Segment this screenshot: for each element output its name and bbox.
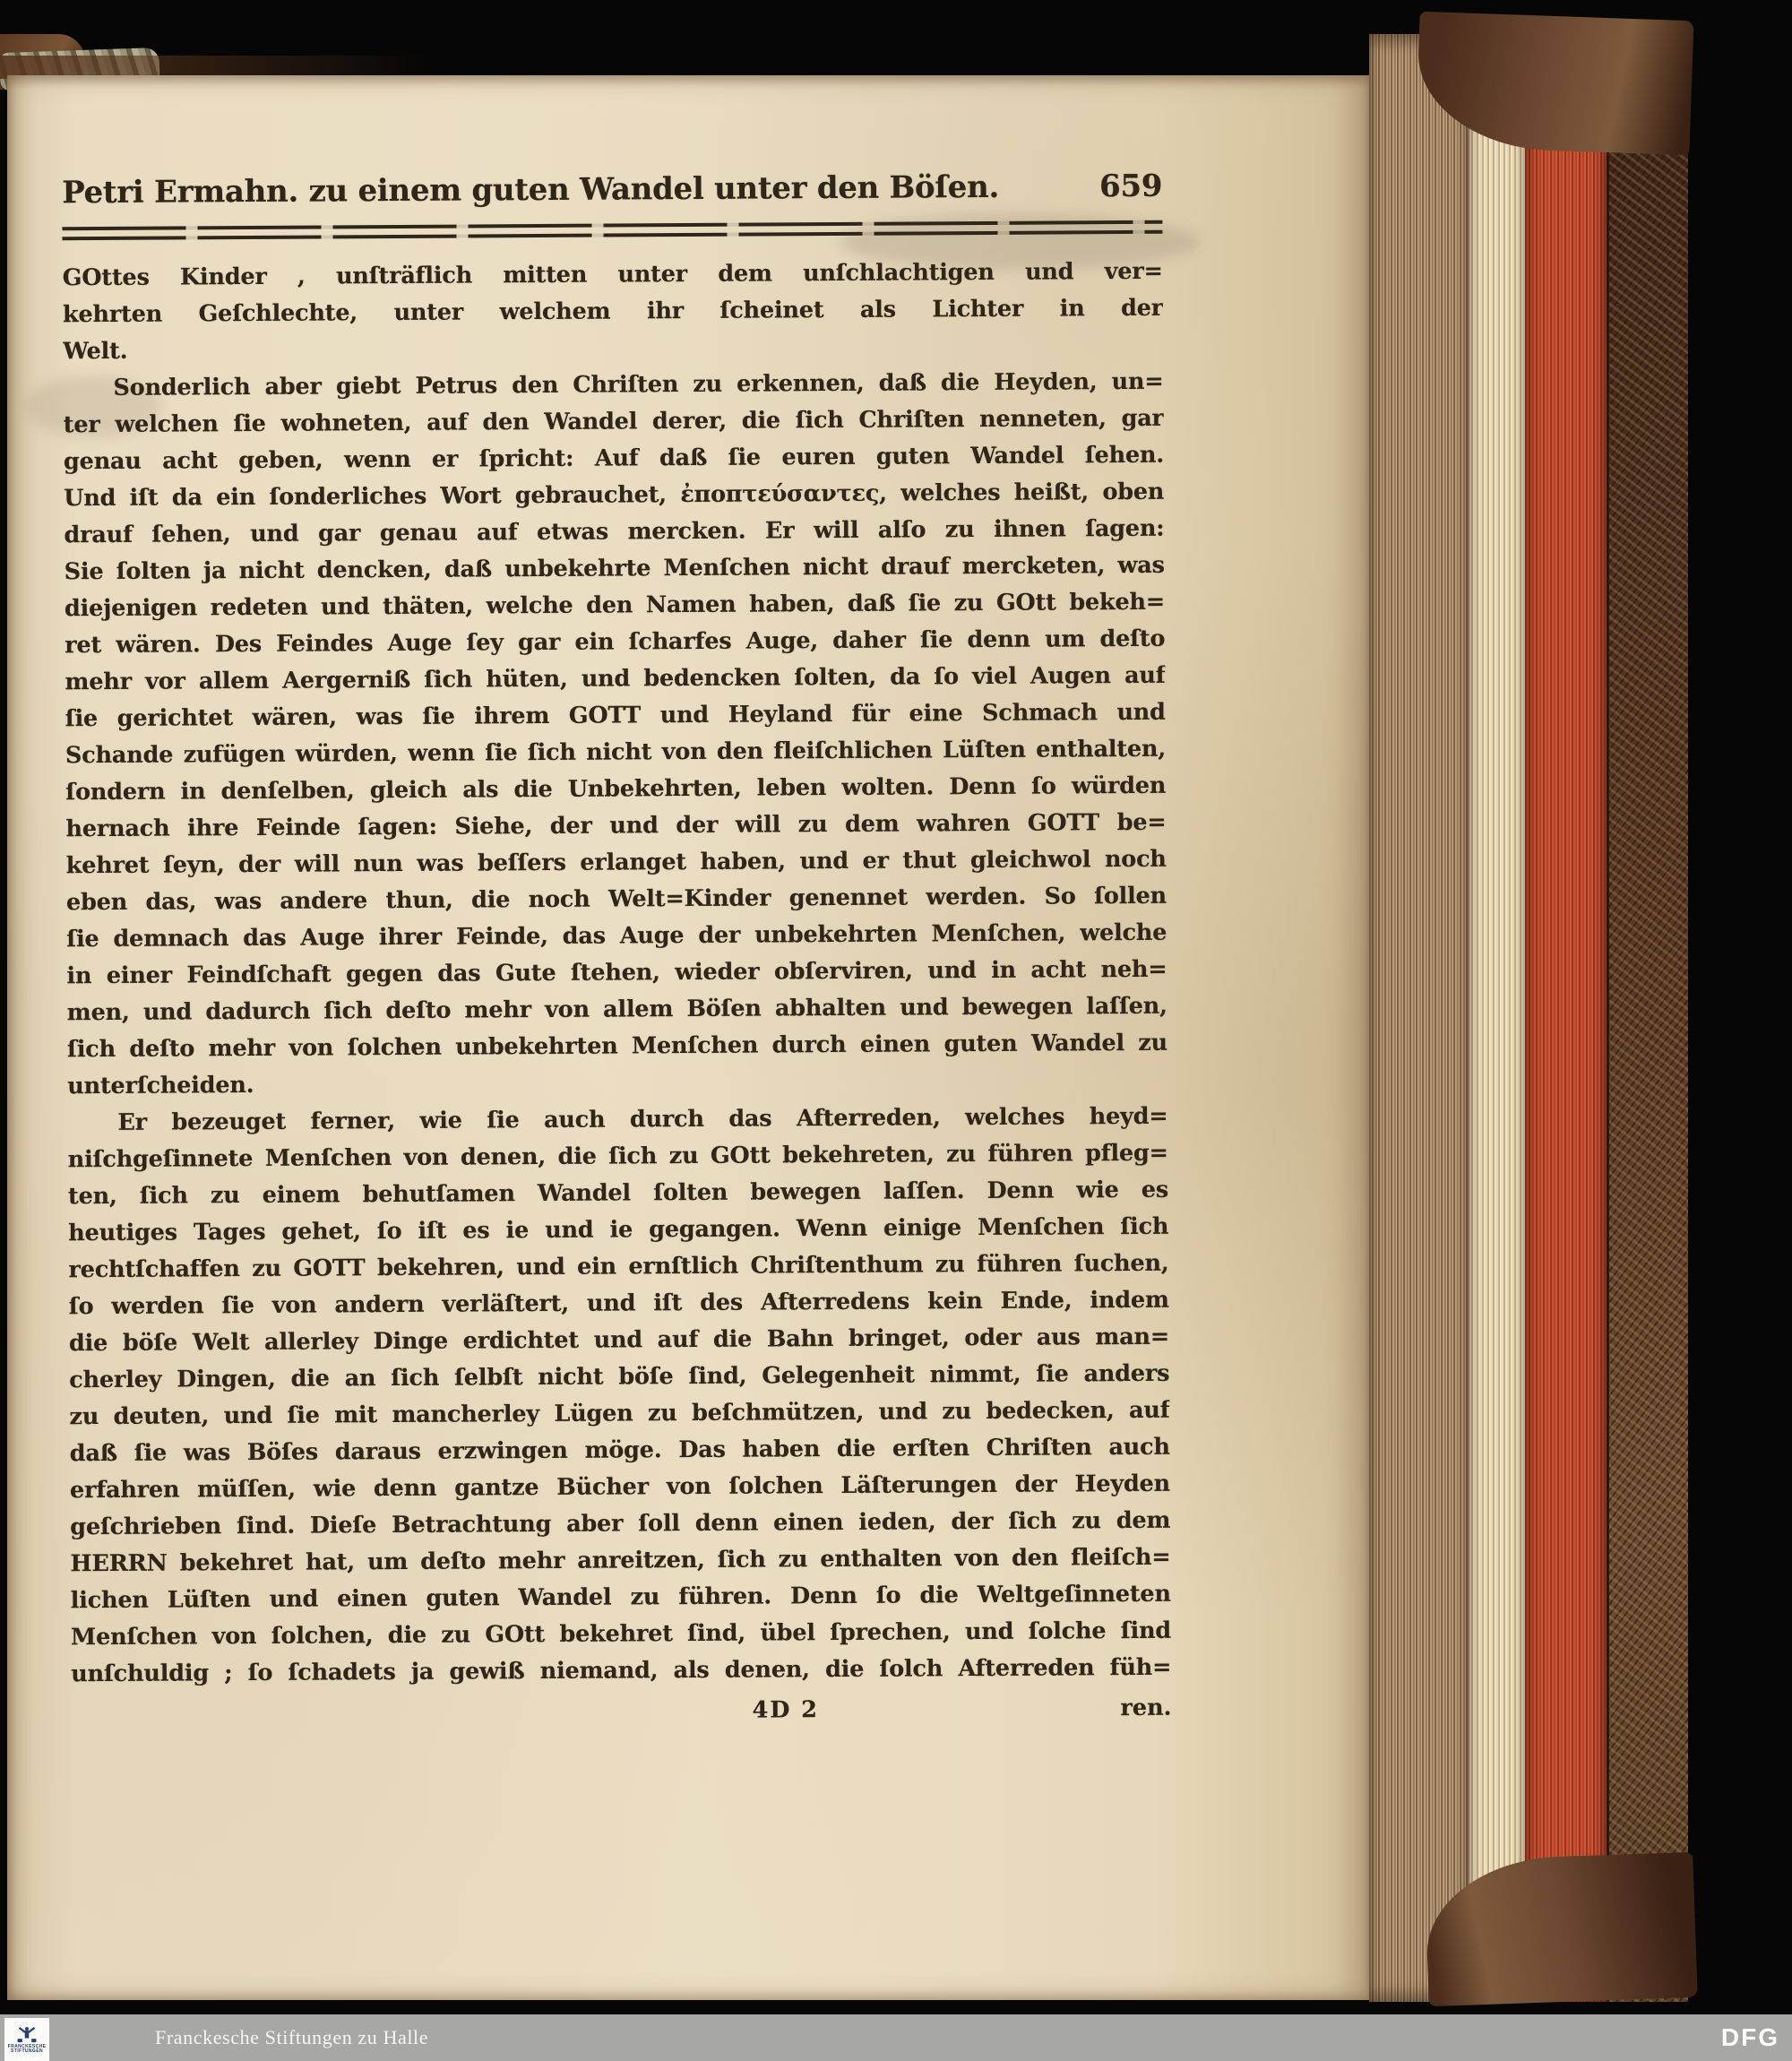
text-line: men, und dadurch ſich deſto mehr von allem Böſen abhalten und bewegen laſſen, [66, 992, 1167, 1027]
text-line: erfahren müſſen, wie denn gantze Bücher von ſolchen Läſterungen der Heyden [69, 1470, 1171, 1505]
text-line: Und iſt da ein ſonderliches Wort gebrauchet, ἐποπτεύσαντες, welches heißt, oben [64, 478, 1165, 513]
text-line: ter welchen ſie wohneten, auf den Wandel derer, die ſich Chriſten nenneten, gar [63, 404, 1164, 439]
text-line: geſchrieben ſind. Dieſe Betrachtung aber ſoll denn einen ieden, der ſich zu dem [70, 1506, 1171, 1541]
institution-logo[interactable] [4, 2018, 49, 2061]
text-line: HERRN bekehret hat, um deſto mehr anreitzen, ſich zu enthalten von den fleiſch= [70, 1543, 1171, 1578]
text-line: rechtſchaffen zu GOTT bekehren, und ein ernſtlich Chriſtenthum zu führen ſuchen, [68, 1249, 1169, 1284]
page-edges-tan [1369, 34, 1469, 2002]
text-line: eben das, was andere thun, die noch Welt=Kinder genennet werden. So ſollen [65, 882, 1167, 917]
book-fore-edge [1369, 34, 1607, 2002]
text-line: Er bezeuget ferner, wie ſie auch durch das Afterreden, welches heyd= [117, 1102, 1168, 1136]
dfg-logo[interactable]: DFG [1720, 2023, 1779, 2051]
header-rule [62, 220, 1162, 231]
book-cover-edge [1607, 27, 1688, 2002]
text-line: ret wären. Des Feindes Auge ſey gar ein ſcharfes Auge, daher ſie denn um deſto [65, 625, 1166, 660]
text-line: heutiges Tages gehet, ſo iſt es ie und ie gegangen. Wenn einige Menſchen ſich [68, 1212, 1169, 1247]
text-line: Welt. [63, 337, 128, 366]
institution-logo-text [8, 2045, 47, 2054]
page-content [4, 71, 1378, 2004]
text-line: mehr vor allem Aergerniß ſich hüten, und bedencken ſolten, da ſo viel Augen auf [65, 661, 1166, 696]
page-body [63, 254, 1172, 1693]
text-line: cherley Dingen, die an ſich ſelbſt nicht böſe ſind, Gelegenheit nimmt, ſie anders [69, 1359, 1170, 1394]
viewer-footer-bar [0, 2014, 1792, 2061]
text-line: ſie gerichtet wären, was ſie ihrem GOTT und Heyland für eine Schmach und [65, 698, 1166, 733]
text-line: niſchgeſinnete Menſchen von denen, die ſich zu GOtt bekehreten, zu führen pfleg= [67, 1139, 1168, 1174]
page-edges-cream [1469, 34, 1525, 2002]
page-footline [71, 1690, 1171, 1734]
text-line: hernach ihre Feinde ſagen: Siehe, der und der will zu dem wahren GOTT be= [65, 808, 1167, 843]
text-line: ſondern in denſelben, gleich als die Unbekehrten, leben wolten. Denn ſo würden [65, 772, 1167, 806]
signature-mark: 4D 2 [752, 1696, 820, 1724]
text-line: Menſchen von ſolchen, die zu GOtt bekehret ſind, übel ſprechen, und ſolche ſind [70, 1617, 1172, 1651]
running-title: Petri Ermahn. zu einem guten Wandel unter den Böſen. [62, 168, 1000, 211]
text-line: Sie ſolten ja nicht dencken, daß unbekehrte Menſchen nicht drauf mercketen, was [64, 551, 1165, 586]
text-line: unſchuldig ; ſo ſchadets ja gewiß niemand, als denen, die ſolch Afterreden füh= [71, 1653, 1172, 1688]
text-line: kehret ſeyn, der will nun was beſſers erlanget haben, und er thut gleichwol noch [65, 845, 1167, 880]
text-line: ſich deſto mehr von ſolchen unbekehrten Menſchen durch einen guten Wandel zu [66, 1029, 1168, 1064]
catchword: ren. [1120, 1694, 1172, 1722]
text-line: daß ſie was Böſes daraus erzwingen möge. Das haben die erſten Chriſten auch [69, 1433, 1170, 1468]
text-line: kehrten Geſchlechte, unter welchem ihr ſcheinet als Lichter in der [62, 294, 1164, 329]
institution-name: Franckesche Stiftungen zu Halle [155, 2026, 429, 2048]
text-line: ſie demnach das Auge ihrer Feinde, das Auge der unbekehrten Menſchen, welche [66, 918, 1167, 953]
franckesche-stiftungen-icon [15, 2025, 39, 2043]
text-line: GOttes Kinder , unſträflich mitten unter dem unſchlachtigen und ver= [62, 257, 1163, 292]
header-rule [62, 230, 1162, 241]
page-header [62, 166, 1162, 214]
text-line: ten, ſich zu einem behutſamen Wandel ſolten bewegen laſſen. Denn wie es [67, 1176, 1169, 1211]
text-line: die böſe Welt allerley Dinge erdichtet und auf die Bahn bringet, oder aus man= [68, 1323, 1170, 1358]
book-page [7, 75, 1369, 2000]
text-line: Sonderlich aber giebt Petrus den Chriſten zu erkennen, daß die Heyden, un= [113, 367, 1164, 401]
text-line: Schande zufügen würden, wenn ſie ſich nicht von den fleiſchlichen Lüſten enthalten, [65, 735, 1167, 770]
text-line: genau acht geben, wenn er ſpricht: Auf daß ſie euren guten Wandel ſehen. [63, 441, 1165, 476]
text-line: lichen Lüſten und einen guten Wandel zu führen. Denn ſo die Weltgeſinneten [70, 1580, 1171, 1615]
page-edges-red [1525, 34, 1607, 2002]
text-line: in einer Feindſchaft gegen das Gute ſtehen, wieder obſerviren, und in acht neh= [66, 955, 1167, 990]
institution-logo-line1: FRANCKESCHE [7, 2044, 47, 2049]
text-line: diejenigen redeten und thäten, welche den Namen haben, daß ſie zu GOtt bekeh= [64, 588, 1166, 623]
text-line: ſo werden ſie von andern verläſtert, und iſt des Afterredens kein Ende, indem [68, 1286, 1169, 1321]
text-line: zu deuten, und ſie mit mancherley Lügen zu beſchmützen, und zu bedecken, auf [69, 1396, 1170, 1431]
page-number: 659 [1098, 168, 1163, 205]
text-line: drauf ſehen, und gar genau auf etwas mercken. Er will alſo zu ihnen ſagen: [64, 514, 1165, 549]
text-line: unterſcheiden. [67, 1071, 254, 1100]
institution-logo-line2: STIFTUNGEN [11, 2048, 43, 2054]
